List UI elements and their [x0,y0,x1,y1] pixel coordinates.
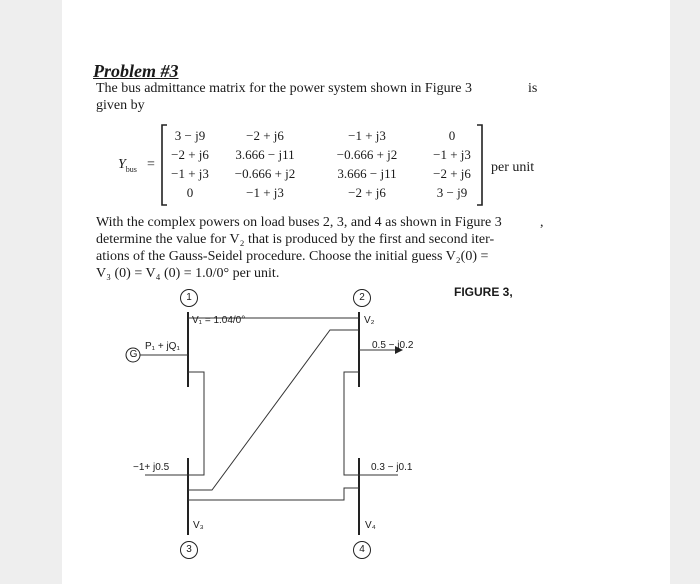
load-4-label: 0.3 − j0.1 [371,462,413,473]
task-line-3: ations of the Gauss-Seidel procedure. Choose the initial guess V₂(0) = [96,249,489,264]
intro-line-2: given by [96,98,145,113]
matrix-cell: −1 + j3 [433,147,471,162]
line-1-3 [188,372,204,475]
matrix-equals: = [147,157,155,172]
v3-label: V₃ [193,520,204,531]
intro-line-1: The bus admittance matrix for the power system shown in Figure 3 [96,81,472,96]
bus-3-number: 3 [180,541,198,559]
load-3-label: −1+ j0.5 [133,462,170,473]
bus-1-number: 1 [180,289,198,307]
generator-symbol: G [129,349,138,360]
task-line-1-comma: , [540,215,544,230]
matrix-cell: 3.666 − j11 [337,166,397,181]
matrix-cell: −1 + j3 [171,166,209,181]
v1-label: V₁ = 1.04/0° [192,315,246,326]
matrix-cell: −0.666 + j2 [336,147,398,162]
matrix-cell: 3 − j9 [436,185,468,200]
matrix-cell: −2 + j6 [171,147,209,162]
matrix-cell: −1 + j3 [348,128,386,143]
figure-label: FIGURE 3, [454,285,513,299]
matrix-cell: 3 − j9 [174,128,206,143]
matrix-cell: −1 + j3 [246,185,284,200]
line-3-4 [188,488,359,500]
line-2-4 [344,372,359,475]
line-2-3 [188,330,359,490]
task-line-4: V₃ (0) = V₄ (0) = 1.0/0° per unit. [96,266,280,281]
v4-label: V₄ [365,520,376,531]
matrix-cell: 0 [186,185,194,200]
matrix-cell: −0.666 + j2 [234,166,296,181]
matrix-cell: 3.666 − j11 [235,147,295,162]
load-2-label: 0.5 − j0.2 [372,340,414,351]
task-line-2: determine the value for V₂ that is produced by the first and second iter- [96,232,495,247]
matrix-cell: −2 + j6 [348,185,386,200]
ybus-label: $Y_{bus}$ [118,157,137,174]
intro-is: is [528,81,538,96]
matrix-cell: 0 [448,128,456,143]
generator-power-label: P₁ + jQ₁ [145,341,180,352]
bus-4-number: 4 [353,541,371,559]
matrix-cell: −2 + j6 [433,166,471,181]
matrix-cell: −2 + j6 [246,128,284,143]
task-line-1: With the complex powers on load buses 2, 3, and 4 as shown in Figure 3 [96,215,502,230]
problem-title: Problem #3 [93,61,179,81]
v2-label: V₂ [364,315,375,326]
matrix-unit: per unit [491,160,535,175]
bus-2-number: 2 [353,289,371,307]
